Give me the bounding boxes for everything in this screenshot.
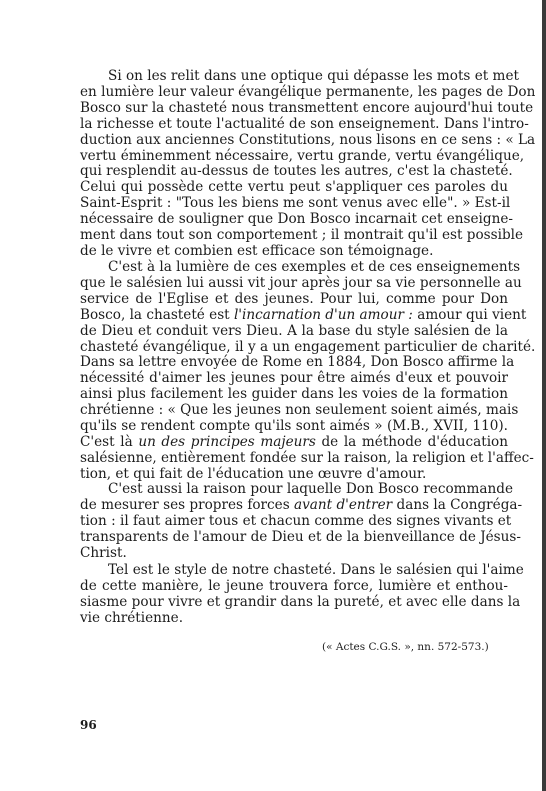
text-line: la richesse et toute l'actualité de son enseignement. Dans l'intro- — [80, 115, 529, 132]
page-edge — [542, 0, 546, 791]
text-line — [80, 496, 523, 514]
text-run: de mesurer ses propres forces — [80, 496, 295, 513]
text-line: qu'ils se rendent compte qu'ils sont aimés » (M.B., XVII, 110). — [80, 418, 508, 435]
text-run: dans la Congréga- — [392, 496, 523, 513]
italic-phrase: un des principes majeurs — [138, 433, 316, 450]
text-line: Si on les relit dans une optique qui dépasse les mots et met — [108, 68, 519, 84]
text-line: que le salésien lui aussi vit jour après jour sa vie personnelle au — [80, 274, 522, 291]
paragraph-4 — [80, 562, 524, 627]
text-line: en lumière leur valeur évangélique permanente, les pages de Don — [80, 83, 536, 100]
text-line: chrétienne : « Que les jeunes non seulement soient aimés, mais — [80, 402, 519, 419]
text-line: ainsi plus facilement les guider dans les voies de la formation — [80, 386, 508, 403]
text-line: C'est à la lumière de ces exemples et de ces enseignements — [108, 259, 521, 275]
text-line: transparents de l'amour de Dieu et de la bienveillance de Jésus- — [80, 528, 521, 545]
text-line — [80, 306, 527, 324]
text-line: de Dieu et conduit vers Dieu. A la base du style salésien de la — [80, 322, 508, 339]
text-run: amour qui vient — [412, 306, 527, 323]
text-line: Celui qui possède cette vertu peut s'appliquer ces paroles du — [80, 179, 508, 196]
text-line — [80, 435, 508, 451]
text-line: Bosco sur la chasteté nous transmettent encore aujourd'hui toute — [80, 99, 534, 116]
text-line: nécessaire de souligner que Don Bosco incarnait cet enseigne- — [80, 211, 513, 228]
paragraph-1 — [80, 68, 536, 260]
paragraph-2 — [80, 259, 536, 483]
text-line: Saint-Esprit : "Tous les biens me sont venus avec elle". » Est-il — [80, 195, 511, 212]
text-line: service de l'Eglise et des jeunes. Pour lui, comme pour Don — [80, 290, 508, 307]
citation: (« Actes C.G.S. », nn. 572-573.) — [322, 641, 489, 653]
text-line: tion : il faut aimer tous et chacun comme des signes vivants et — [80, 512, 512, 529]
text-line: qui resplendit au-dessus de toutes les autres, c'est la chasteté. — [80, 163, 513, 180]
text-line: vie chrétienne. — [80, 609, 184, 626]
paragraph-3 — [80, 481, 523, 562]
text-line: tion, et qui fait de l'éducation une œuvre d'amour. — [80, 465, 427, 482]
italic-phrase: avant d'entrer — [294, 496, 393, 513]
text-line: Dans sa lettre envoyée de Rome en 1884, Don Bosco affirme la — [80, 354, 515, 371]
text-line: chasteté évangélique, il y a un engagement particulier de charité. — [80, 338, 536, 355]
text-line: siasme pour vivre et grandir dans la pureté, et avec elle dans la — [80, 593, 521, 610]
text-line: nécessité d'aimer les jeunes pour être aimés d'eux et pouvoir — [80, 370, 508, 387]
text-line: duction aux anciennes Constitutions, nous lisons en ce sens : « La — [80, 131, 536, 148]
page-number: 96 — [80, 718, 97, 732]
text-line: Christ. — [80, 544, 127, 561]
text-line: ment dans tout son comportement ; il montrait qu'il est possible — [80, 227, 524, 244]
text-run: Bosco, la chasteté est — [80, 306, 234, 323]
text-line: de cette manière, le jeune trouvera force, lumière et enthou- — [80, 577, 508, 594]
text-line: salésienne, entièrement fondée sur la raison, la religion et l'affec- — [80, 449, 534, 466]
text-line: Tel est le style de notre chasteté. Dans le salésien qui l'aime — [108, 562, 524, 578]
text-line: C'est aussi la raison pour laquelle Don Bosco recommande — [108, 481, 514, 497]
text-line: de le vivre et combien est efficace son témoignage. — [80, 242, 434, 259]
italic-phrase: l'incarnation d'un amour : — [233, 306, 413, 323]
text-run: de la méthode d'éducation — [315, 433, 508, 450]
text-run: C'est là — [80, 433, 139, 450]
text-line: vertu éminemment nécessaire, vertu grande, vertu évangélique, — [80, 147, 525, 164]
